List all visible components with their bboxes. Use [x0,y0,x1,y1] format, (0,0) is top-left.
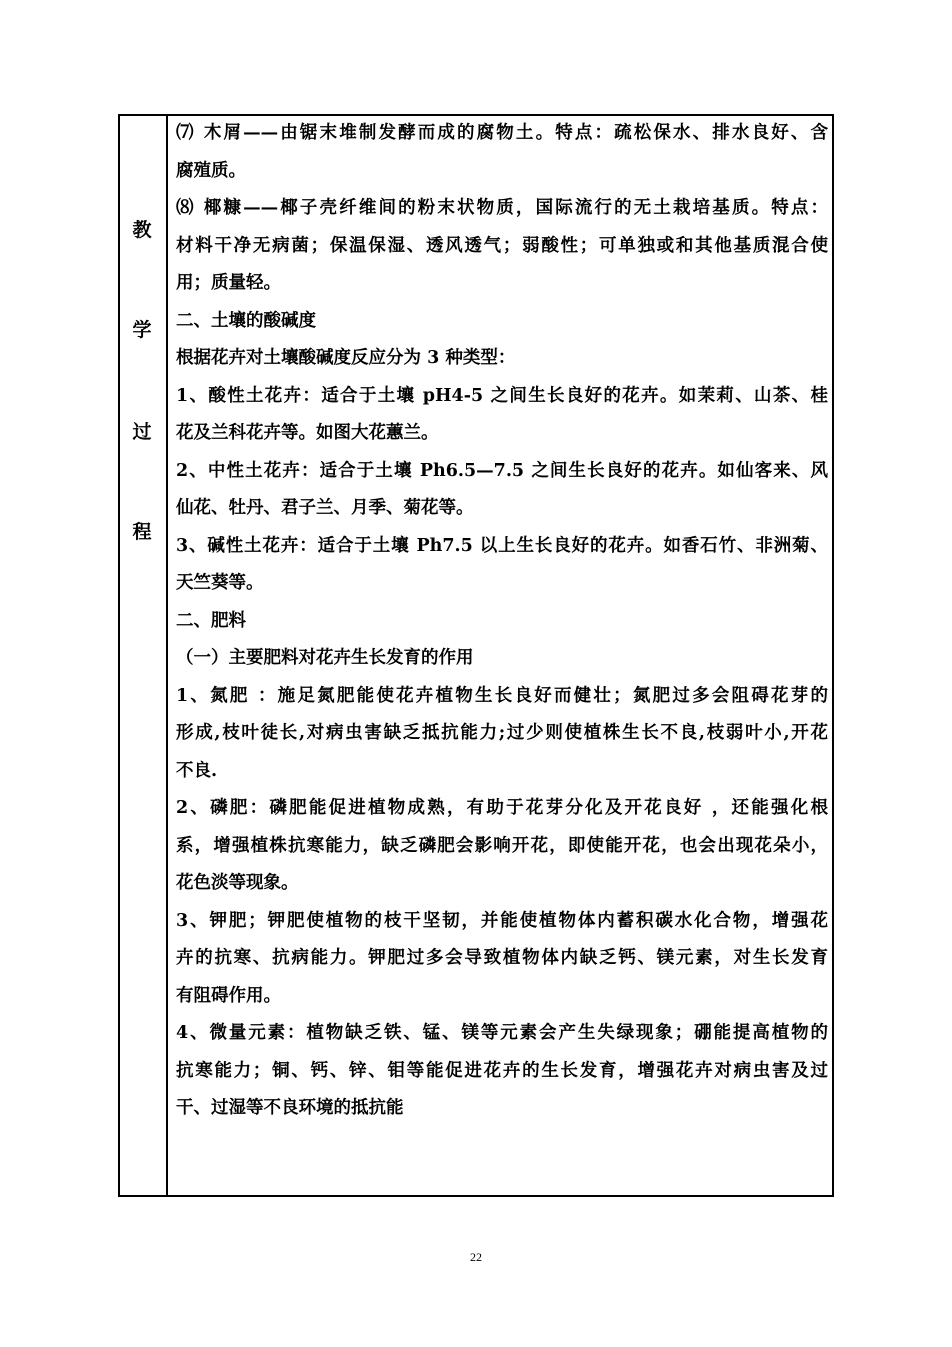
side-label-xue: 学 [132,319,152,341]
content-line: 有阻碍作用。 [176,985,281,1006]
content-line: 系，增强植株抗寒能力，缺乏磷肥会影响开花，即使能开花，也会出现花朵小， [176,835,828,856]
content-line: 形成,枝叶徒长,对病虫害缺乏抵抗能力;过少则使植株生长不良,枝弱叶小,开花 [176,723,828,743]
content-line: 二、肥料 [176,610,246,631]
side-label-guo: 过 [132,421,152,443]
content-line: 根据花卉对土壤酸碱度反应分为 3 种类型： [176,348,516,368]
content-line: 不良. [176,760,218,781]
content-line: 1、氮肥 ：施足氮肥能使花卉植物生长良好而健壮；氮肥过多会阻碍花芽的 [176,685,828,706]
content-line: 用；质量轻。 [176,273,281,293]
content-line: ⑻ 椰糠——椰子壳纤维间的粉末状物质，国际流行的无土栽培基质。特点： [176,198,828,218]
content-line: 3、碱性土花卉：适合于土壤 Ph7.5 以上生长良好的花卉。如香石竹、非洲菊、 [176,535,828,556]
content-line: 天竺葵等。 [176,573,264,593]
column-divider [166,114,168,1197]
content-line: 3、钾肥；钾肥使植物的枝干坚韧，并能使植物体内蓄积碳水化合物，增强花 [176,910,828,931]
page-number: 22 [470,1250,482,1264]
content-line: 卉的抗寒、抗病能力。钾肥过多会导致植物体内缺乏钙、镁元素，对生长发育 [176,948,828,968]
content-line: ⑺ 木屑——由锯末堆制发酵而成的腐物土。特点：疏松保水、排水良好、含 [176,123,828,143]
content-line: 2、中性土花卉：适合于土壤 Ph6.5—7.5 之间生长良好的花卉。如仙客来、风 [176,460,828,481]
content-line: 干、过湿等不良环境的抵抗能 [176,1098,404,1118]
side-label-cheng: 程 [132,521,152,543]
content-line: 二、土壤的酸碱度 [176,310,316,331]
content-line: （一）主要肥料对花卉生长发育的作用 [176,648,474,668]
content-line: 花色淡等现象。 [176,873,299,893]
content-line: 仙花、牡丹、君子兰、月季、菊花等。 [176,498,474,518]
content-line: 4、微量元素：植物缺乏铁、锰、镁等元素会产生失绿现象；硼能提高植物的 [176,1023,828,1043]
content-line: 花及兰科花卉等。如图大花蕙兰。 [176,423,439,443]
content-line: 2、磷肥：磷肥能促进植物成熟，有助于花芽分化及开花良好 ，还能强化根 [176,798,828,818]
lesson-content [176,115,828,1128]
content-line: 1、酸性土花卉：适合于土壤 pH4-5 之间生长良好的花卉。如茉莉、山茶、桂 [176,385,828,406]
content-line: 抗寒能力；铜、钙、锌、钼等能促进花卉的生长发育，增强花卉对病虫害及过 [176,1060,828,1081]
content-line: 材料干净无病菌；保温保湿、透风透气；弱酸性；可单独或和其他基质混合使 [176,235,828,256]
content-line: 腐殖质。 [176,160,246,181]
side-label-jiao: 教 [132,219,152,241]
